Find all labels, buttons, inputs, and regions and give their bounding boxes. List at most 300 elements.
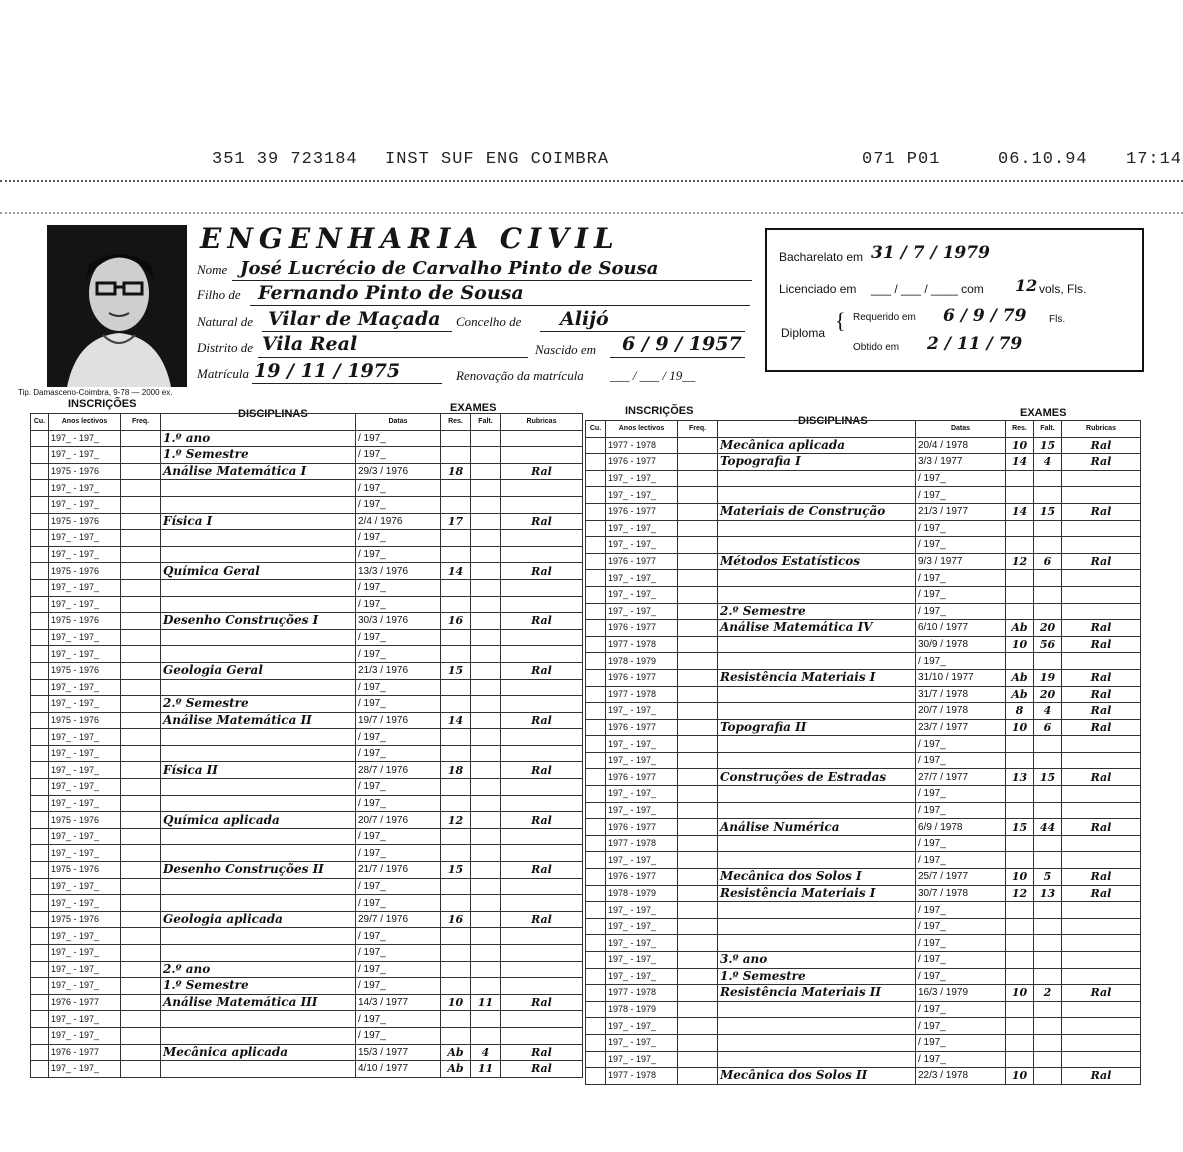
natural-label: Natural de (197, 314, 253, 329)
signature-cell (501, 629, 583, 646)
exam-date-cell: / 197_ (356, 961, 441, 978)
course-year-cell (31, 629, 49, 646)
discipline-cell (161, 795, 356, 812)
column-header-cell: Anos lectivos (49, 414, 121, 431)
academic-year-cell: 197_ - 197_ (49, 696, 121, 713)
course-year-cell (586, 736, 606, 753)
course-year-cell (586, 1018, 606, 1035)
exam-date-cell: 20/7 / 1978 (916, 703, 1006, 720)
result-cell: Ab (441, 1044, 471, 1061)
absences-cell: 2 (1034, 985, 1062, 1002)
course-year-cell (586, 1051, 606, 1068)
frequency-cell (121, 712, 161, 729)
absences-cell (471, 513, 501, 530)
academic-year-cell: 197_ - 197_ (606, 902, 678, 919)
result-cell (1006, 586, 1034, 603)
exam-date-cell: / 197_ (356, 1027, 441, 1044)
absences-cell (1034, 918, 1062, 935)
grade-row (586, 1051, 1141, 1068)
course-year-cell (586, 819, 606, 836)
course-year-cell (586, 719, 606, 736)
academic-year-cell: 197_ - 197_ (606, 1051, 678, 1068)
grade-row (31, 530, 583, 547)
renovacao-value: ___ / ___ / 19__ (610, 368, 696, 383)
column-header-cell (161, 414, 356, 431)
exam-date-cell: 31/10 / 1977 (916, 669, 1006, 686)
exam-date-cell: / 197_ (356, 696, 441, 713)
signature-cell (1062, 570, 1141, 587)
frequency-cell (121, 563, 161, 580)
academic-year-cell: 197_ - 197_ (606, 1034, 678, 1051)
grade-row (586, 1034, 1141, 1051)
exam-date-cell: 31/7 / 1978 (916, 686, 1006, 703)
grade-row (31, 662, 583, 679)
signature-cell (501, 828, 583, 845)
discipline-cell: Análise Numérica (718, 819, 916, 836)
discipline-cell: Física I (161, 513, 356, 530)
signature-cell: Ral (501, 911, 583, 928)
signature-cell: Ral (501, 994, 583, 1011)
frequency-cell (678, 736, 718, 753)
grade-row (31, 812, 583, 829)
absences-cell (471, 978, 501, 995)
course-year-cell (586, 885, 606, 902)
frequency-cell (121, 994, 161, 1011)
frequency-cell (678, 603, 718, 620)
frequency-cell (121, 862, 161, 879)
discipline-cell: Análise Matemática III (161, 994, 356, 1011)
signature-cell (1062, 1018, 1141, 1035)
frequency-cell (678, 586, 718, 603)
academic-year-cell: 197_ - 197_ (606, 520, 678, 537)
left-disciplinas-header: DISCIPLINAS (238, 408, 308, 420)
course-year-cell (31, 463, 49, 480)
result-cell: 14 (441, 563, 471, 580)
academic-year-cell: 1975 - 1976 (49, 662, 121, 679)
discipline-cell: 2.º Semestre (161, 696, 356, 713)
exam-date-cell: 14/3 / 1977 (356, 994, 441, 1011)
absences-cell (471, 463, 501, 480)
result-cell: 14 (1006, 503, 1034, 520)
discipline-cell (161, 629, 356, 646)
frequency-cell (678, 852, 718, 869)
frequency-cell (121, 812, 161, 829)
discipline-cell (161, 480, 356, 497)
absences-cell (471, 613, 501, 630)
frequency-cell (121, 845, 161, 862)
frequency-cell (678, 935, 718, 952)
course-year-cell (586, 553, 606, 570)
signature-cell: Ral (501, 812, 583, 829)
exam-date-cell: 20/4 / 1978 (916, 437, 1006, 454)
result-cell: 10 (1006, 869, 1034, 886)
signature-cell (501, 878, 583, 895)
course-year-cell (31, 994, 49, 1011)
grade-row (31, 463, 583, 480)
signature-cell (1062, 520, 1141, 537)
course-year-cell (586, 470, 606, 487)
discipline-cell: 1.º ano (161, 430, 356, 447)
result-cell (441, 945, 471, 962)
result-cell (441, 745, 471, 762)
frequency-cell (678, 570, 718, 587)
course-year-cell (31, 596, 49, 613)
exam-date-cell: 20/7 / 1976 (356, 812, 441, 829)
absences-cell (1034, 537, 1062, 554)
frequency-cell (678, 968, 718, 985)
frequency-cell (678, 1051, 718, 1068)
academic-year-cell: 1977 - 1978 (606, 1068, 678, 1085)
absences-cell (1034, 1034, 1062, 1051)
academic-year-cell: 1977 - 1978 (606, 686, 678, 703)
signature-cell (1062, 902, 1141, 919)
right-inscricoes-header: INSCRIÇÕES (625, 405, 694, 417)
signature-cell (1062, 935, 1141, 952)
result-cell (1006, 1051, 1034, 1068)
signature-cell (1062, 835, 1141, 852)
absences-cell (1034, 570, 1062, 587)
signature-cell (501, 480, 583, 497)
academic-year-cell: 1976 - 1977 (49, 994, 121, 1011)
result-cell (441, 1027, 471, 1044)
result-cell (1006, 968, 1034, 985)
result-cell: 10 (1006, 1068, 1034, 1085)
discipline-cell (718, 586, 916, 603)
result-cell (1006, 752, 1034, 769)
absences-cell (1034, 520, 1062, 537)
course-year-cell (586, 752, 606, 769)
result-cell (441, 546, 471, 563)
exam-date-cell: / 197_ (916, 835, 1006, 852)
absences-cell: 15 (1034, 437, 1062, 454)
result-cell (441, 729, 471, 746)
academic-year-cell: 197_ - 197_ (606, 586, 678, 603)
column-header-row (586, 421, 1141, 438)
academic-year-cell: 197_ - 197_ (49, 945, 121, 962)
name-value: José Lucrécio de Carvalho Pinto de Sousa (240, 258, 659, 279)
course-year-cell (31, 579, 49, 596)
signature-cell (501, 496, 583, 513)
discipline-cell: Análise Matemática I (161, 463, 356, 480)
academic-year-cell: 1977 - 1978 (606, 636, 678, 653)
frequency-cell (678, 952, 718, 969)
result-cell: 14 (1006, 454, 1034, 471)
grade-row (586, 603, 1141, 620)
grade-row (31, 579, 583, 596)
result-cell: 10 (1006, 985, 1034, 1002)
frequency-cell (121, 928, 161, 945)
grade-row (31, 646, 583, 663)
grade-row (31, 613, 583, 630)
academic-year-cell: 197_ - 197_ (49, 480, 121, 497)
printer-note: Tip. Damasceno-Coimbra, 9-78 — 2000 ex. (18, 388, 173, 397)
absences-cell (471, 762, 501, 779)
grade-row (586, 520, 1141, 537)
course-year-cell (586, 852, 606, 869)
academic-year-cell: 197_ - 197_ (49, 895, 121, 912)
absences-cell (1034, 835, 1062, 852)
result-cell: 10 (1006, 636, 1034, 653)
absences-cell (1034, 1068, 1062, 1085)
signature-cell: Ral (1062, 686, 1141, 703)
result-cell (441, 1011, 471, 1028)
result-cell: 15 (441, 662, 471, 679)
diploma-label: Diploma (781, 326, 826, 340)
frequency-cell (121, 613, 161, 630)
grade-row (31, 961, 583, 978)
licenciado-value: ___ / ___ / ____ com (871, 282, 984, 296)
absences-cell: 19 (1034, 669, 1062, 686)
absences-cell (471, 679, 501, 696)
grade-row (31, 629, 583, 646)
course-year-cell (31, 945, 49, 962)
signature-cell (1062, 1001, 1141, 1018)
course-year-cell (31, 563, 49, 580)
result-cell (1006, 487, 1034, 504)
exam-date-cell: 30/3 / 1976 (356, 613, 441, 630)
exam-date-cell: / 197_ (356, 878, 441, 895)
frequency-cell (121, 961, 161, 978)
grade-row (586, 736, 1141, 753)
result-cell (441, 430, 471, 447)
signature-cell: Ral (1062, 503, 1141, 520)
exam-date-cell: / 197_ (916, 935, 1006, 952)
absences-cell (471, 1011, 501, 1028)
grade-row (31, 480, 583, 497)
discipline-cell (161, 878, 356, 895)
course-year-cell (31, 878, 49, 895)
discipline-cell: 1.º Semestre (718, 968, 916, 985)
result-cell: 10 (1006, 719, 1034, 736)
course-year-cell (31, 1061, 49, 1078)
name-label: Nome (197, 262, 228, 277)
result-cell (1006, 935, 1034, 952)
absences-cell (471, 696, 501, 713)
academic-year-cell: 197_ - 197_ (49, 596, 121, 613)
course-year-cell (586, 570, 606, 587)
course-year-cell (586, 968, 606, 985)
father-label: Filho de (197, 287, 241, 302)
discipline-cell (161, 530, 356, 547)
result-cell (1006, 653, 1034, 670)
discipline-cell (161, 1011, 356, 1028)
frequency-cell (678, 918, 718, 935)
grade-row (586, 786, 1141, 803)
right-disciplinas-header: DISCIPLINAS (798, 415, 868, 427)
exam-date-cell: 22/3 / 1978 (916, 1068, 1006, 1085)
grade-row (586, 470, 1141, 487)
distrito-label: Distrito de (197, 340, 253, 355)
grade-row (31, 795, 583, 812)
exam-date-cell: / 197_ (916, 918, 1006, 935)
exam-date-cell: / 197_ (916, 1051, 1006, 1068)
matricula-line (252, 383, 442, 384)
left-grades-table (30, 413, 583, 1078)
absences-cell: 20 (1034, 620, 1062, 637)
signature-cell (1062, 752, 1141, 769)
absences-cell (471, 945, 501, 962)
grade-row (31, 1061, 583, 1078)
discipline-cell: Topografia II (718, 719, 916, 736)
frequency-cell (121, 895, 161, 912)
academic-year-cell: 1975 - 1976 (49, 563, 121, 580)
signature-cell (1062, 1051, 1141, 1068)
frequency-cell (678, 835, 718, 852)
course-year-cell (586, 935, 606, 952)
academic-year-cell: 1975 - 1976 (49, 613, 121, 630)
academic-year-cell: 197_ - 197_ (49, 828, 121, 845)
absences-cell (471, 745, 501, 762)
result-cell: 15 (441, 862, 471, 879)
absences-cell: 5 (1034, 869, 1062, 886)
discipline-cell (161, 745, 356, 762)
grade-row (31, 862, 583, 879)
grade-row (586, 503, 1141, 520)
academic-year-cell: 197_ - 197_ (49, 546, 121, 563)
absences-cell (1034, 736, 1062, 753)
result-cell (441, 447, 471, 464)
course-year-cell (586, 620, 606, 637)
academic-year-cell: 197_ - 197_ (49, 430, 121, 447)
course-year-cell (586, 586, 606, 603)
absences-cell (471, 911, 501, 928)
discipline-cell (718, 1051, 916, 1068)
academic-year-cell: 197_ - 197_ (49, 928, 121, 945)
course-year-cell (586, 503, 606, 520)
exam-date-cell: 16/3 / 1979 (916, 985, 1006, 1002)
academic-year-cell: 197_ - 197_ (49, 795, 121, 812)
discipline-cell (718, 1001, 916, 1018)
grade-row (586, 686, 1141, 703)
absences-cell: 4 (1034, 703, 1062, 720)
vols-value: 12 (1015, 276, 1038, 295)
exam-date-cell: / 197_ (916, 537, 1006, 554)
absences-cell: 44 (1034, 819, 1062, 836)
absences-cell (471, 447, 501, 464)
course-year-cell (31, 430, 49, 447)
absences-cell (1034, 935, 1062, 952)
frequency-cell (678, 1034, 718, 1051)
signature-cell (1062, 852, 1141, 869)
distrito-value: Vila Real (262, 333, 358, 355)
natural-value: Vilar de Maçada (268, 308, 441, 330)
discipline-cell (161, 895, 356, 912)
grade-row (586, 669, 1141, 686)
signature-cell (501, 895, 583, 912)
absences-cell (1034, 802, 1062, 819)
grade-row (586, 968, 1141, 985)
academic-year-cell: 197_ - 197_ (606, 968, 678, 985)
absences-cell (1034, 968, 1062, 985)
column-header-cell: Anos lectivos (606, 421, 678, 438)
absences-cell (471, 779, 501, 796)
result-cell (441, 828, 471, 845)
course-year-cell (31, 646, 49, 663)
signature-cell (501, 1011, 583, 1028)
academic-year-cell: 197_ - 197_ (606, 470, 678, 487)
frequency-cell (121, 1044, 161, 1061)
frequency-cell (121, 762, 161, 779)
discipline-cell (161, 646, 356, 663)
discipline-cell: Construções de Estradas (718, 769, 916, 786)
exam-date-cell: / 197_ (916, 1018, 1006, 1035)
academic-year-cell: 197_ - 197_ (606, 802, 678, 819)
frequency-cell (678, 470, 718, 487)
discipline-cell (718, 835, 916, 852)
signature-cell: Ral (501, 712, 583, 729)
course-year-cell (586, 537, 606, 554)
result-cell (1006, 802, 1034, 819)
course-year-cell (586, 703, 606, 720)
result-cell (441, 480, 471, 497)
grade-row (31, 430, 583, 447)
result-cell: 16 (441, 613, 471, 630)
academic-year-cell: 197_ - 197_ (49, 646, 121, 663)
absences-cell (471, 845, 501, 862)
grade-row (586, 869, 1141, 886)
fax-divider (0, 180, 1183, 184)
absences-cell (1034, 1051, 1062, 1068)
grade-row (31, 696, 583, 713)
course-year-cell (31, 779, 49, 796)
column-header-cell: Res. (441, 414, 471, 431)
exam-date-cell: / 197_ (356, 928, 441, 945)
column-header-cell: Freq. (678, 421, 718, 438)
academic-year-cell: 1976 - 1977 (49, 1044, 121, 1061)
frequency-cell (678, 902, 718, 919)
absences-cell: 56 (1034, 636, 1062, 653)
academic-year-cell: 197_ - 197_ (49, 579, 121, 596)
exam-date-cell: / 197_ (356, 530, 441, 547)
academic-year-cell: 1976 - 1977 (606, 454, 678, 471)
signature-cell: Ral (501, 463, 583, 480)
grade-row (586, 902, 1141, 919)
exam-date-cell: / 197_ (916, 952, 1006, 969)
discipline-cell (718, 520, 916, 537)
discipline-cell (161, 596, 356, 613)
frequency-cell (121, 1061, 161, 1078)
discipline-cell (718, 653, 916, 670)
exam-date-cell: / 197_ (916, 1034, 1006, 1051)
course-year-cell (31, 447, 49, 464)
discipline-cell: Análise Matemática II (161, 712, 356, 729)
matricula-label: Matrícula (197, 366, 249, 381)
course-year-cell (586, 769, 606, 786)
signature-cell (1062, 653, 1141, 670)
discipline-cell: Resistência Materiais I (718, 669, 916, 686)
course-year-cell (31, 679, 49, 696)
signature-cell (1062, 786, 1141, 803)
exam-date-cell: / 197_ (356, 779, 441, 796)
course-year-cell (31, 480, 49, 497)
absences-cell (1034, 902, 1062, 919)
result-cell: 10 (441, 994, 471, 1011)
discipline-cell: Materiais de Construção (718, 503, 916, 520)
result-cell: Ab (441, 1061, 471, 1078)
discipline-cell: 3.º ano (718, 952, 916, 969)
exam-date-cell: 2/4 / 1976 (356, 513, 441, 530)
absences-cell (471, 629, 501, 646)
academic-year-cell: 1976 - 1977 (606, 769, 678, 786)
frequency-cell (121, 579, 161, 596)
frequency-cell (121, 646, 161, 663)
result-cell (1006, 902, 1034, 919)
frequency-cell (121, 878, 161, 895)
frequency-cell (121, 779, 161, 796)
grade-row (31, 513, 583, 530)
course-year-cell (31, 961, 49, 978)
grade-row (31, 994, 583, 1011)
